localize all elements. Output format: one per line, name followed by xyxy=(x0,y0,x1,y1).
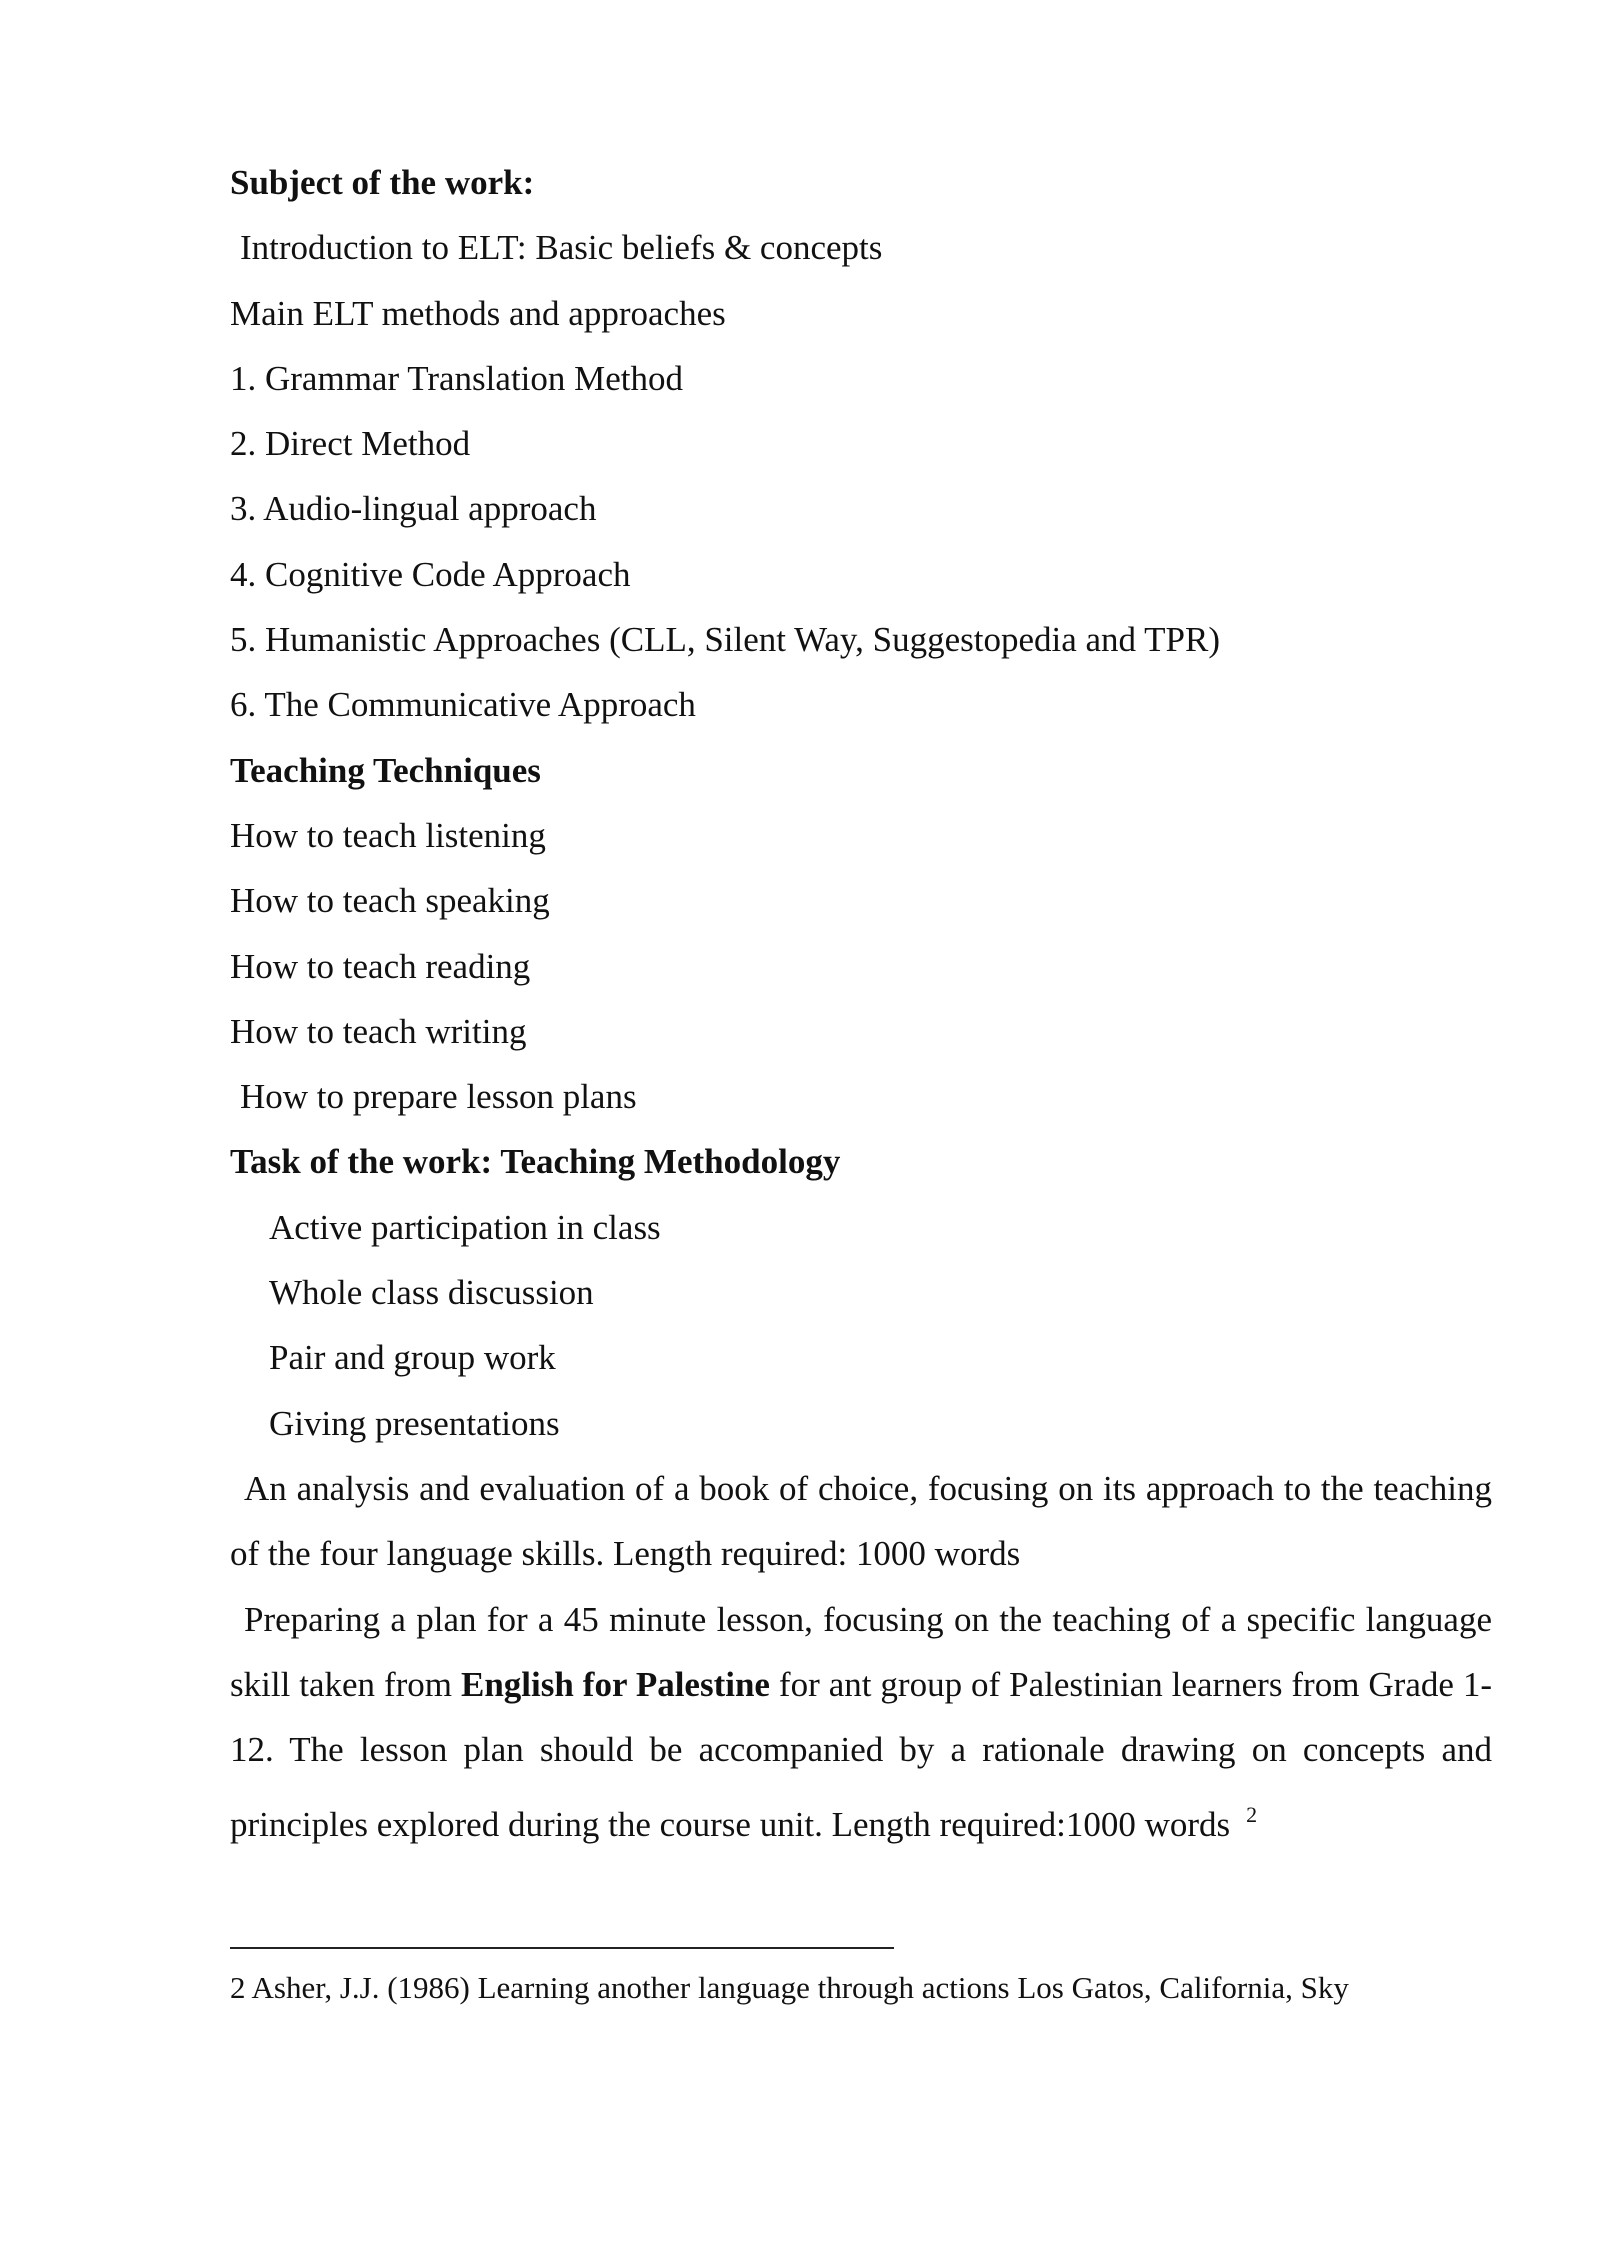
paragraph-text: for ant group of Palestinian learners from Grade 1-12. The lesson plan should be accompanied by a rationale drawing on concepts and principles explored during the course unit. Length required:1000 words xyxy=(230,1664,1493,1845)
method-item: 2. Direct Method xyxy=(230,424,471,464)
assignment-paragraph-1: An analysis and evaluation of a book of choice, focusing on its approach to the teaching of the four language skills. Length required: 1000 words xyxy=(230,1468,1492,1574)
footnote-divider xyxy=(230,1947,894,1949)
book-title: English for Palestine xyxy=(461,1664,770,1704)
methodology-item: Pair and group work xyxy=(269,1338,556,1378)
method-item: 1. Grammar Translation Method xyxy=(230,358,684,398)
paragraph-text: Preparing a plan for a 45 minute lesson, focusing on the teaching of a specific language skill taken from xyxy=(230,1599,1492,1704)
footnote-reference: 2 xyxy=(1246,1802,1258,1828)
technique-item: How to teach writing xyxy=(230,1011,527,1051)
technique-item: How to teach speaking xyxy=(230,881,550,921)
method-item: 5. Humanistic Approaches (CLL, Silent Way, Suggestopedia and TPR) xyxy=(230,620,1221,660)
task-heading: Task of the work: Teaching Methodology xyxy=(230,1142,841,1182)
methodology-item: Active participation in class xyxy=(269,1207,661,1247)
method-item: 3. Audio-lingual approach xyxy=(230,489,597,529)
footnote: 2 Asher, J.J. (1986) Learning another language through actions Los Gatos, California, Sky xyxy=(230,1970,1349,2005)
methodology-item: Whole class discussion xyxy=(269,1273,594,1313)
subject-line: Main ELT methods and approaches xyxy=(230,293,726,333)
techniques-heading: Teaching Techniques xyxy=(230,750,541,790)
subject-heading: Subject of the work: xyxy=(230,163,535,202)
document-page xyxy=(230,150,1492,1858)
technique-item: How to teach listening xyxy=(230,815,546,855)
assignment-paragraph-2 xyxy=(230,1587,1492,1858)
method-item: 6. The Communicative Approach xyxy=(230,685,696,725)
technique-item: How to teach reading xyxy=(230,946,531,986)
method-item: 4. Cognitive Code Approach xyxy=(230,554,631,594)
subject-line: Introduction to ELT: Basic beliefs & concepts xyxy=(240,228,883,268)
technique-item: How to prepare lesson plans xyxy=(240,1077,637,1117)
methodology-item: Giving presentations xyxy=(269,1403,560,1443)
